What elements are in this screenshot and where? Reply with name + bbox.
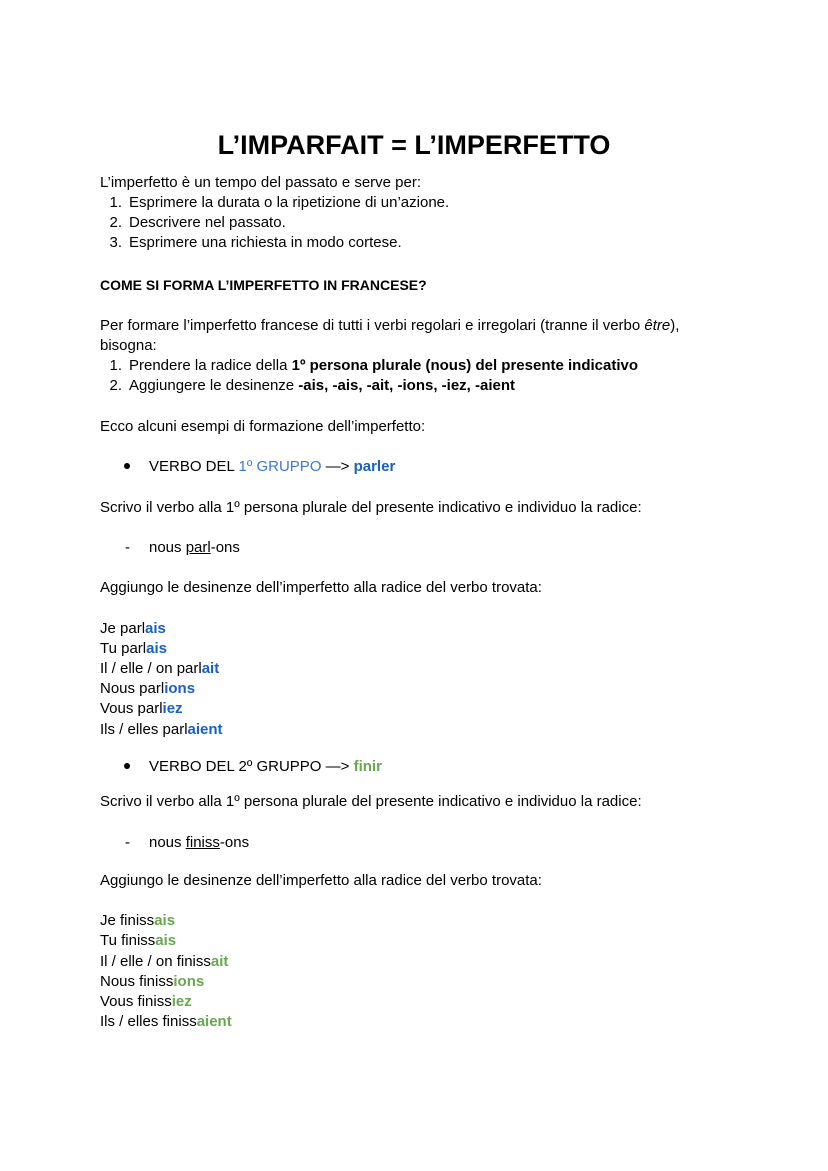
group2-bullet: VERBO DEL 2º GRUPPO —> finir <box>124 757 382 777</box>
examples-intro: Ecco alcuni esempi di formazione dell’imperfetto: <box>100 418 426 435</box>
group1-bullet: VERBO DEL 1º GRUPPO —> parler <box>124 457 395 477</box>
group2-root: - nous finiss-ons <box>125 834 250 851</box>
conjugation-row: Vous parliez <box>100 700 183 717</box>
bullet-icon <box>124 463 130 469</box>
conjugation-row: Je finissais <box>100 912 176 929</box>
conjugation-row: Ils / elles parlaient <box>100 721 223 738</box>
use-item: 2. Descrivere nel passato. <box>109 214 286 231</box>
intro-text: L’imperfetto è un tempo del passato e serve per: <box>100 174 422 191</box>
group1-add-text: Aggiungo le desinenze dell’imperfetto alla radice del verbo trovata: <box>100 579 542 596</box>
section-heading: COME SI FORMA L’IMPERFETTO IN FRANCESE? <box>100 277 427 293</box>
conjugation-row: Nous parlions <box>100 680 196 697</box>
conjugation-row: Vous finissiez <box>100 993 192 1010</box>
conjugation-row: Tu finissais <box>100 932 177 949</box>
conjugation-row: Tu parlais <box>100 640 167 657</box>
conjugation-row: Il / elle / on parlait <box>100 660 220 677</box>
group2-add-text: Aggiungo le desinenze dell’imperfetto alla radice del verbo trovata: <box>100 872 542 889</box>
formation-step: 1. Prendere la radice della 1º persona plurale (nous) del presente indicativo <box>109 357 639 374</box>
conjugation-row: Nous finissions <box>100 973 205 990</box>
use-item: 3. Esprimere una richiesta in modo cortese. <box>109 234 402 251</box>
group2-instruction: Scrivo il verbo alla 1º persona plurale del presente indicativo e individuo la radice: <box>100 793 642 810</box>
use-item: 1. Esprimere la durata o la ripetizione di un’azione. <box>109 194 450 211</box>
conjugation-row: Ils / elles finissaient <box>100 1013 232 1030</box>
conjugation-row: Il / elle / on finissait <box>100 953 229 970</box>
formation-step: 2. Aggiungere le desinenze -ais, -ais, -ait, -ions, -iez, -aient <box>109 377 516 394</box>
bullet-icon <box>124 763 130 769</box>
group1-instruction: Scrivo il verbo alla 1º persona plurale del presente indicativo e individuo la radice: <box>100 499 642 516</box>
conjugation-row: Je parlais <box>100 620 166 637</box>
formation-text: Per formare l’imperfetto francese di tutti i verbi regolari e irregolari (tranne il verbo être), <box>100 317 680 334</box>
formation-text-cont: bisogna: <box>100 337 157 354</box>
group1-root: - nous parl-ons <box>125 539 240 556</box>
page-title: L’IMPARFAIT = L’IMPERFETTO <box>217 130 611 160</box>
